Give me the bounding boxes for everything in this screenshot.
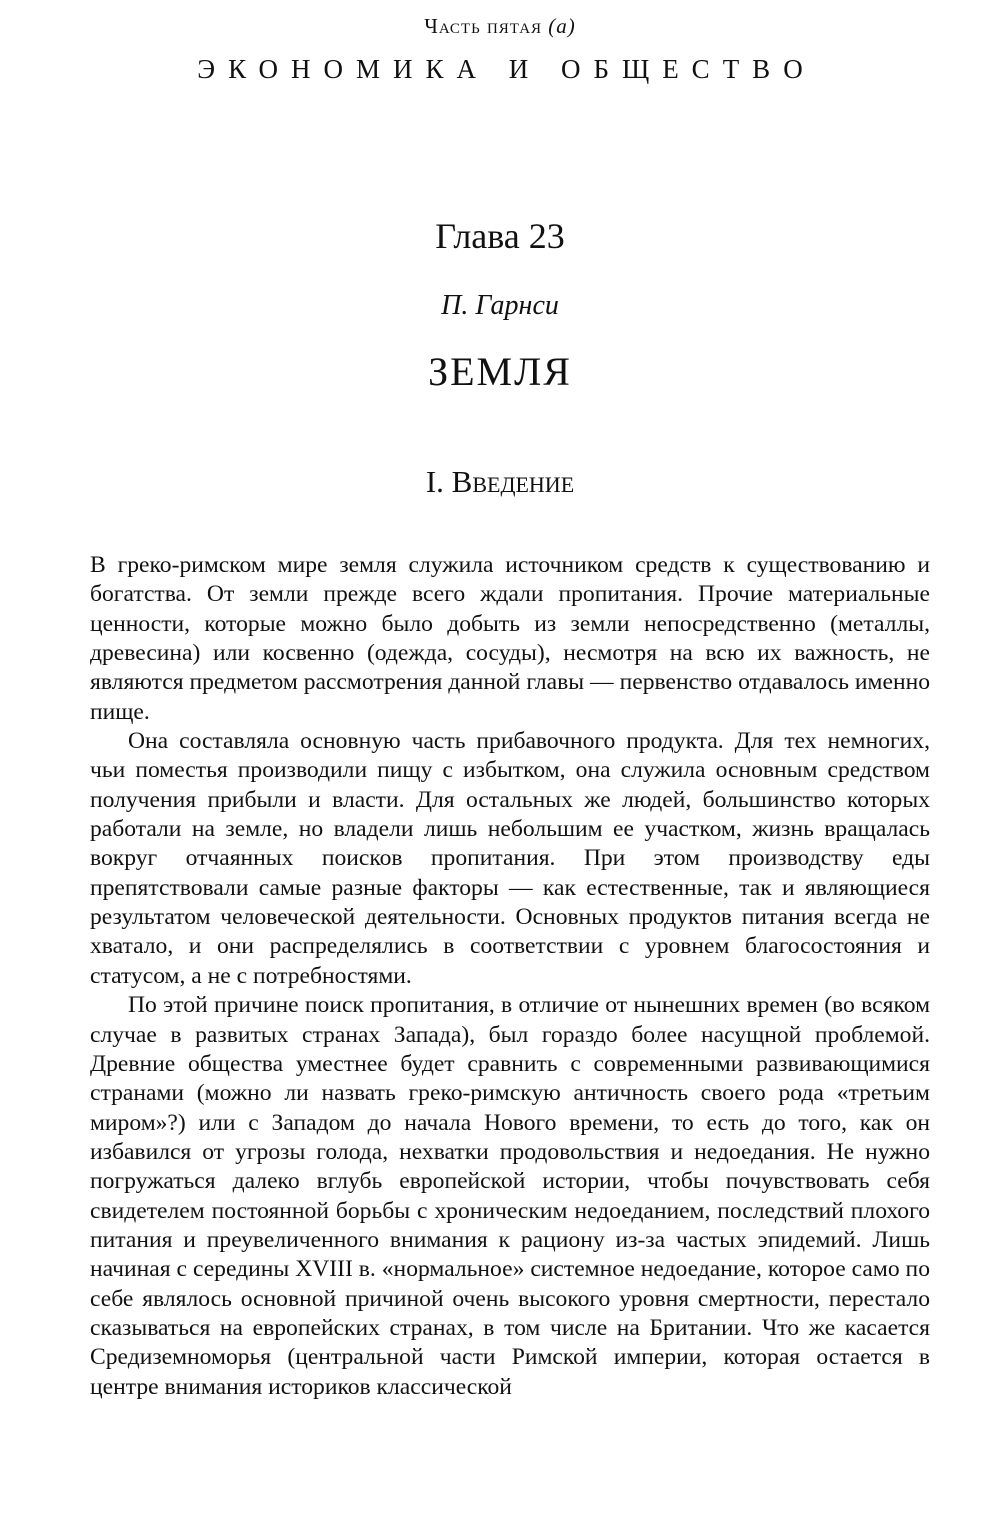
body-text <box>90 551 930 1402</box>
paragraph: Она составляла основную часть прибавочного продукта. Для тех немногих, чьи поместья производили пищу с избытком, она служила основным средством получения прибыли и власти. Для остальных же людей, большинство которых работали на земле, но владели лишь небольшим ее участком, жизнь вращалась вокруг отчаянных поисков пропитания. При этом производству еды препятствовали самые разные факторы — как естественные, так и являющиеся результатом человеческой деятельности. Основных продуктов питания всегда не хватало, и они распределялись в соответствии с уровнем благосостояния и статусом, а не с потребностями. <box>90 728 930 989</box>
part-label: Часть пятая <box>424 14 543 38</box>
running-head <box>0 14 1000 39</box>
subsection-heading: I. Введение <box>425 464 575 499</box>
paragraph: По этой причине поиск пропитания, в отличие от нынешних времен (во всяком случае в развитых странах Запада), был гораздо более насущной проблемой. Древние общества уместнее будет сравнить с современными развивающимися странами (можно ли назвать греко-римскую античность своего рода «третьим миром»?) или с Западом до начала Нового времени, то есть до того, как он избавился от угрозы голода, нехватки продовольствия и недоедания. Не нужно погружаться далеко вглубь европейской истории, чтобы почувствовать себя свидетелем постоянной борьбы с хроническим недоеданием, последствий плохого питания и преувеличенного внимания к рациону из-за частых эпидемий. Лишь начиная с середины XVIII в. «нормальное» системное недоедание, которое само по себе являлось основной причиной очень высокого уровня смертности, перестало сказываться на европейских странах, в том числе на Британии. Что же касается Средиземноморья (центральной части Римской империи, которая остается в центре внимания историков классической <box>90 992 930 1400</box>
paragraph: В греко-римском мире земля служила источником средств к существованию и богатства. От земли прежде всего ждали пропитания. Прочие материальные ценности, которые можно было добыть из земли непосредственно (металлы, древесина) или косвенно (одежда, сосуды), несмотря на всю их важность, не являются предметом рассмотрения данной главы — первенство отдавалось именно пище. <box>90 552 930 725</box>
chapter-author: П. Гарнси <box>441 290 559 321</box>
chapter-number: Глава 23 <box>435 216 565 256</box>
part-mark: (а) <box>548 14 576 38</box>
section-title: ЭКОНОМИКА И ОБЩЕСТВО <box>197 54 816 84</box>
chapter-title: ЗЕМЛЯ <box>428 349 572 394</box>
